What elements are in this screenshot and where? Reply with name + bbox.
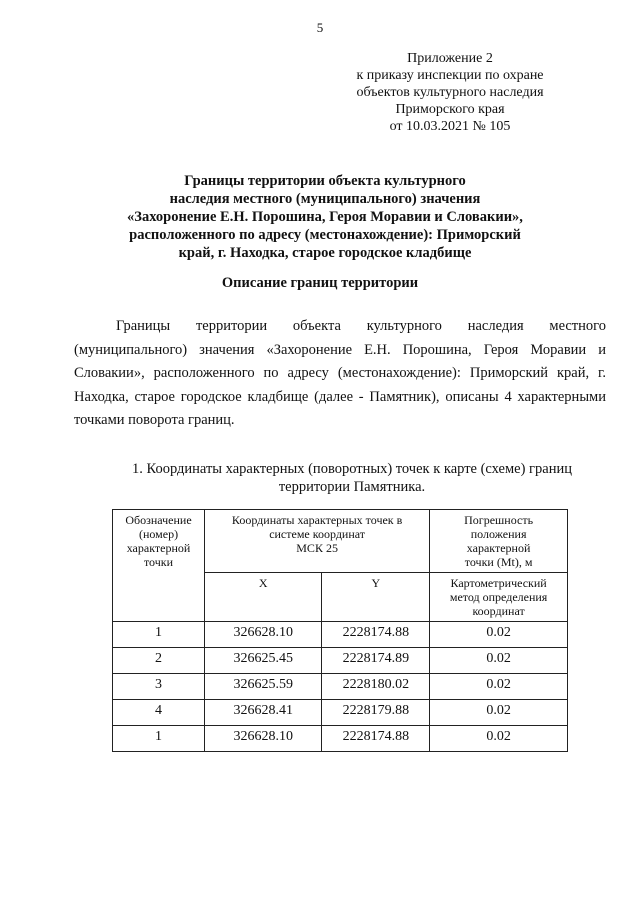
table-row (113, 700, 568, 726)
header-coordinates (205, 510, 430, 573)
table-row (113, 726, 568, 752)
coordinates-table (112, 509, 568, 752)
header-text: (номер) (138, 527, 179, 541)
header-point-designation (113, 510, 205, 622)
table-row (113, 648, 568, 674)
title-line: наследия местного (муниципального) значения (169, 191, 481, 207)
description-paragraph (74, 315, 606, 433)
cell-x: 326625.45 (205, 648, 322, 674)
cell-point: 1 (113, 726, 205, 752)
table-row (113, 622, 568, 648)
header-text: метод определения (449, 590, 548, 604)
cell-mt: 0.02 (430, 674, 568, 700)
title-line: расположенного по адресу (местонахождение): Приморский (129, 227, 521, 243)
cell-y: 2228174.89 (322, 648, 430, 674)
list-heading-line: 1. Координаты характерных (поворотных) точек к карте (схеме) границ (132, 461, 572, 477)
cell-mt: 0.02 (430, 700, 568, 726)
section-subtitle: Описание границ территории (221, 275, 419, 291)
cell-point: 4 (113, 700, 205, 726)
table-row (113, 674, 568, 700)
header-text: характерной (126, 541, 191, 555)
cell-x: 326628.10 (205, 726, 322, 752)
header-text: МСК 25 (296, 541, 338, 555)
title-line: Границы территории объекта культурного (184, 173, 466, 189)
document-title (60, 172, 590, 262)
header-text: Картометрический (450, 576, 547, 590)
cell-x: 326628.41 (205, 700, 322, 726)
cell-x: 326625.59 (205, 674, 322, 700)
header-text: точки (143, 555, 174, 569)
cell-y: 2228174.88 (322, 726, 430, 752)
header-text: точки (Mt), м (464, 555, 533, 569)
cell-point: 3 (113, 674, 205, 700)
paragraph-text: Границы территории объекта культурного наследия местного (муниципального) значения «Захоронение Е.Н. Порошина, Героя Моравии и Словакии», расположенного по адресу (местонахождение): Приморский край, г. Находка, старое городское кладбище (далее - Памятник), описаны 4 характерными точками поворота границ. (74, 318, 606, 428)
header-text: системе координат (269, 527, 366, 541)
title-line: «Захоронение Е.Н. Порошина, Героя Моравии и Словакии», (127, 209, 523, 225)
list-heading (112, 460, 592, 496)
appendix-line: от 10.03.2021 № 105 (389, 119, 511, 134)
header-text: Координаты характерных точек в (231, 513, 403, 527)
cell-mt: 0.02 (430, 622, 568, 648)
header-x: X (205, 573, 322, 622)
header-text: положения (470, 527, 527, 541)
cell-y: 2228180.02 (322, 674, 430, 700)
page-number: 5 (316, 20, 324, 35)
cell-mt: 0.02 (430, 648, 568, 674)
header-text: координат (472, 604, 525, 618)
appendix-line: объектов культурного наследия (356, 85, 544, 100)
cell-point: 2 (113, 648, 205, 674)
header-method (430, 573, 568, 622)
list-heading-line: территории Памятника. (278, 479, 426, 495)
cell-point: 1 (113, 622, 205, 648)
appendix-line: Приморского края (395, 102, 505, 117)
cell-x: 326628.10 (205, 622, 322, 648)
cell-mt: 0.02 (430, 726, 568, 752)
cell-y: 2228174.88 (322, 622, 430, 648)
header-error (430, 510, 568, 573)
header-text: характерной (466, 541, 531, 555)
header-y: Y (322, 573, 430, 622)
cell-y: 2228179.88 (322, 700, 430, 726)
title-line: край, г. Находка, старое городское кладбище (178, 245, 472, 261)
header-text: Погрешность (464, 513, 534, 527)
appendix-line: к приказу инспекции по охране (356, 68, 544, 83)
appendix-block (330, 50, 570, 135)
appendix-line: Приложение 2 (407, 51, 493, 66)
header-text: Обозначение (125, 513, 192, 527)
